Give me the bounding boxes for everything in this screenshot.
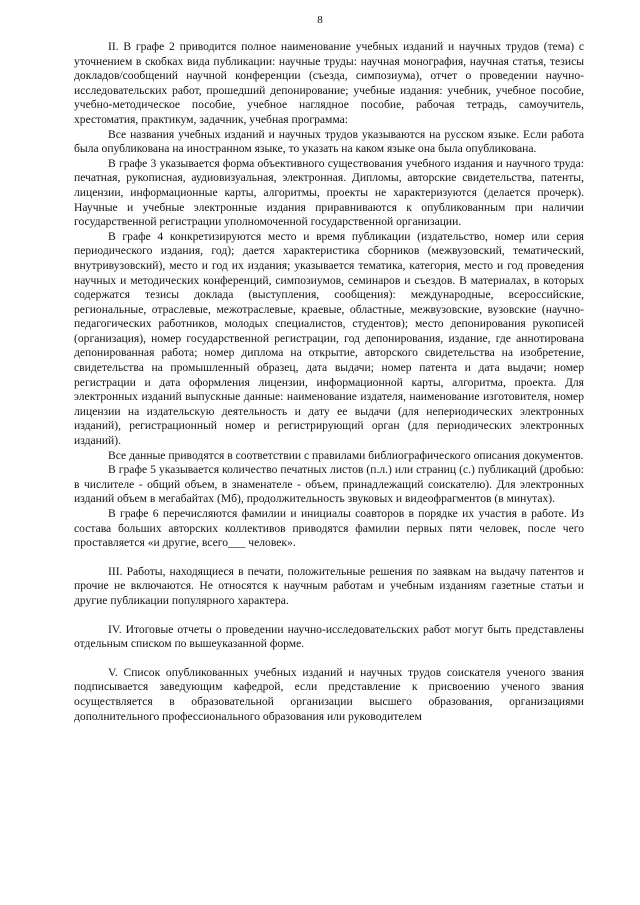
paragraph-column-5: В графе 5 указывается количество печатных листов (п.л.) или страниц (с.) публикаций (дробью: в числителе - общий объем, в знаменателе - объем, принадлежащий соискателю). Для электронных изданий объем в мегабайтах (Мб), продолжительность звуковых и видеофрагментов (в минутах). [74,463,584,506]
paragraph-russian-language: Все названия учебных изданий и научных трудов указываются на русском языке. Если работа была опубликована на иностранном языке, то указать на каком языке она была опубликована. [74,127,584,156]
section-spacer [74,609,584,623]
paragraph-section-5: V. Список опубликованных учебных изданий и научных трудов соискателя ученого звания подписывается заведующим кафедрой, если представление к присвоению ученого звания осуществляется в образовательной организации высшего образования, организациями дополнительного профессионального образования или руководителем [74,665,584,723]
paragraph-bibliographic-rules: Все данные приводятся в соответствии с правилами библиографического описания документов. [108,448,584,462]
section-spacer [74,551,584,565]
paragraph-section-4: IV. Итоговые отчеты о проведении научно-исследовательских работ могут быть представлены отдельным списком по вышеуказанной форме. [74,622,584,651]
page-number: 8 [317,14,323,26]
paragraph-column-6: В графе 6 перечисляются фамилии и инициалы соавторов в порядке их участия в работе. Из состава больших авторских коллективов приводятся фамилии первых пяти человек, после чего проставляется «и другие, всего___ человек». [74,507,584,550]
paragraph-section-2: II. В графе 2 приводится полное наименование учебных изданий и научных трудов (тема) с уточнением в скобках вида публикации: научные труды: научная монография, научная статья, тезисы докладов/сообщений научной конференции (съезда, симпозиума), отчет о проведении научно-исследовательских работ, прошедший депонирование; учебные издания: учебник, учебное пособие, учебно-методическое пособие, учебное наглядное пособие, рабочая тетрадь, самоучитель, хрестоматия, практикум, задачник, учебная программа: [74,40,584,126]
section-spacer [74,652,584,666]
paragraph-column-3: В графе 3 указывается форма объективного существования учебного издания и научного труда: печатная, рукописная, аудиовизуальная, электронная. Дипломы, авторские свидетельства, патенты, лицензии, информационные карты, алгоритмы, проекты не характеризуются (делается прочерк). Научные и учебные электронные издания приравниваются к опубликованным при наличии государственной регистрации уполномоченной государственной организации. [74,156,584,229]
document-body [74,40,584,724]
paragraph-column-4: В графе 4 конкретизируются место и время публикации (издательство, номер или серия периодического издания, год); дается характеристика сборников (межвузовский, тематический, внутривузовский), место и год их издания; указывается тематика, категория, место и год проведения научных и методических конференций, симпозиумов, семинаров и съездов. В материалах, в которых содержатся тезисы доклада (выступления, сообщения): международные, всероссийские, региональные, отраслевые, межотраслевые, краевые, областные, межвузовские, вузовские (научно-педагогических работников, молодых специалистов, студентов); место депонирования рукописей (организация), номер государственной регистрации, год депонирования, издание, где аннотирована депонированная работа; номер диплома на открытие, авторского свидетельства на изобретение, свидетельства на промышленный образец, дата выдачи; номер патента и дата выдачи; номер регистрации и дата оформления лицензии, информационной карты, алгоритма, проекта. Для электронных изданий выпускные данные: наименование издателя, наименование изготовителя, номер лицензии на издательскую деятельность и дату ее выдачи (для непериодических электронных изданий), регистрационный номер и регистрирующий орган (для периодических электронных изданий). [74,229,584,448]
paragraph-section-3: III. Работы, находящиеся в печати, положительные решения по заявкам на выдачу патентов и прочие не включаются. Не относятся к научным работам и учебным изданиям газетные статьи и другие публикации популярного характера. [74,564,584,607]
